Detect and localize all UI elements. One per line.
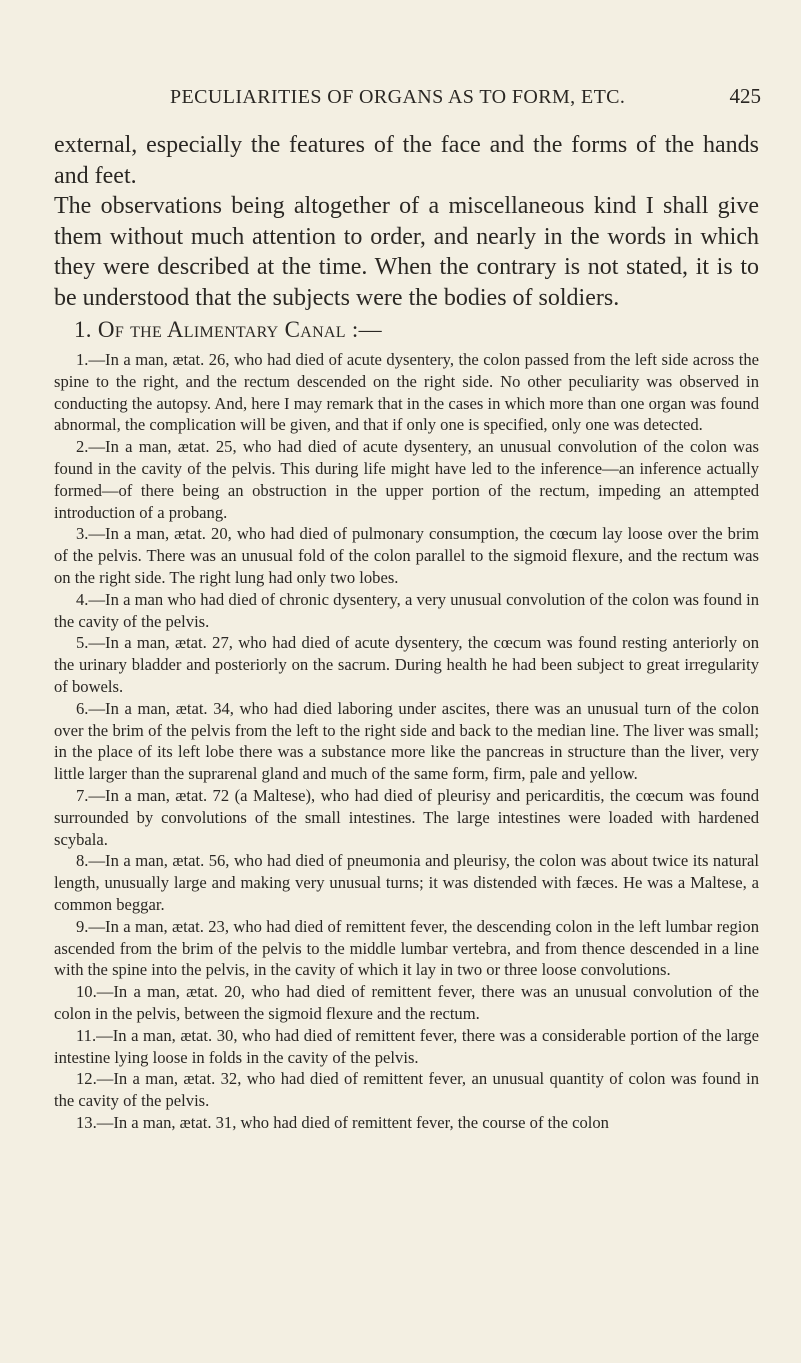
case-entry: 9.—In a man, ætat. 23, who had died of remittent fever, the descending colon in the left lumbar region ascended from the brim of the pelvis to the middle lumbar vertebra, and from thence descended in a line with the spine into the pelvis, in the cavity of which it lay in two or three loose convolutions. — [54, 916, 759, 980]
case-entry: 8.—In a man, ætat. 56, who had died of pneumonia and pleurisy, the colon was about twice its natural length, unusually large and making very unusual turns; it was distended with fæces. He was a Maltese, a common beggar. — [54, 851, 759, 914]
running-head: PECULIARITIES OF ORGANS AS TO FORM, ETC. — [170, 86, 626, 108]
case-entry: 12.—In a man, ætat. 32, who had died of remittent fever, an unusual quantity of colon was found in the cavity of the pelvis. — [54, 1069, 759, 1111]
page-number: 425 — [729, 84, 761, 108]
case-entry: 7.—In a man, ætat. 72 (a Maltese), who had died of pleurisy and pericarditis, the cœcum was found surrounded by convolutions of the small intestines. The large intestines were loaded with hardened scybala. — [54, 785, 759, 849]
case-entry: 1.—In a man, ætat. 26, who had died of acute dysentery, the colon passed from the left side across the spine to the right, and the rectum descended on the right side. No other peculiarity was observed in conducting the autopsy. And, here I may remark that in the cases in which more than one organ was found abnormal, the complication will be given, and that if only one is specified, only one was detected. — [54, 350, 759, 435]
case-entry: 2.—In a man, ætat. 25, who had died of acute dysentery, an unusual convolution of the colon was found in the cavity of the pelvis. This during life might have led to the inference—an inference actually formed—of there being an obstruction in the upper portion of the rectum, impeding an attempted introduction of a probang. — [54, 437, 759, 522]
section-heading — [74, 317, 759, 343]
case-entry: 6.—In a man, ætat. 34, who had died laboring under ascites, there was an unusual turn of the colon over the brim of the pelvis from the left to the right side and back to the median line. The liver was small; in the place of its left lobe there was a substance more like the pancreas in structure than the liver, very little larger than the suprarenal gland and much of the same form, firm, pale and yellow. — [54, 698, 759, 784]
intro-continuation: external, especially the features of the face and the forms of the hands and feet. — [54, 132, 759, 189]
section-number: 1. — [74, 317, 92, 342]
case-entry: 4.—In a man who had died of chronic dysentery, a very unusual convolution of the colon was found in the cavity of the pelvis. — [54, 589, 759, 631]
case-entry: 10.—In a man, ætat. 20, who had died of remittent fever, there was an unusual convolution of the colon in the pelvis, between the sigmoid flexure and the rectum. — [54, 982, 759, 1023]
case-entry: 13.—In a man, ætat. 31, who had died of remittent fever, the course of the colon — [76, 1112, 609, 1132]
case-list — [54, 349, 759, 1134]
intro-paragraph: The observations being altogether of a miscellaneous kind I shall give them without much attention to order, and nearly in the words in which they were described at the time. When the contrary is not stated, it is to be understood that the subjects were the bodies of soldiers. — [54, 193, 759, 311]
case-entry: 5.—In a man, ætat. 27, who had died of acute dysentery, the cœcum was found resting anteriorly on the urinary bladder and posteriorly on the sacrum. During health he had been subject to great irregularity of bowels. — [54, 633, 759, 696]
case-entry: 3.—In a man, ætat. 20, who had died of pulmonary consumption, the cœcum lay loose over the brim of the pelvis. There was an unusual fold of the colon parallel to the sigmoid flexure, and the rectum was on the right side. The right lung had only two lobes. — [54, 524, 759, 587]
intro-text — [54, 130, 759, 313]
case-entry: 11.—In a man, ætat. 30, who had died of remittent fever, there was a considerable portion of the large intestine lying loose in folds in the cavity of the pelvis. — [54, 1025, 759, 1067]
section-title: Of the Alimentary Canal :— — [97, 317, 382, 342]
